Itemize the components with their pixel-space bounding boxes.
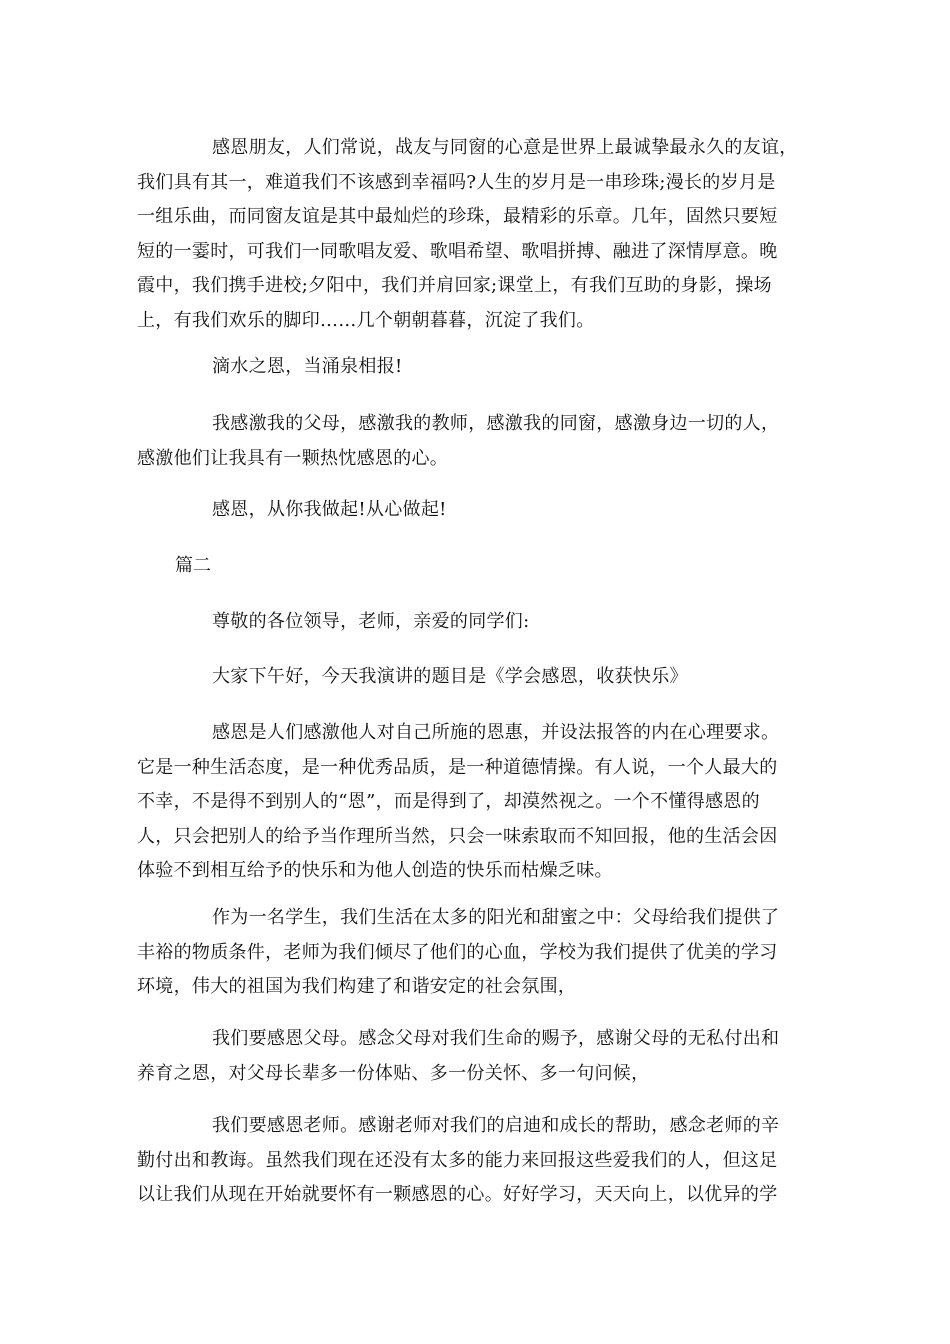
- paragraph-proverb: [137, 350, 817, 385]
- text-line: 体验不到相互给予的快乐和为他人创造的快乐而枯燥乏味。: [137, 860, 613, 881]
- text-line: 不幸，不是得不到别人的“恩”，而是得到了，却漠然视之。一个不懂得感恩的: [137, 791, 760, 812]
- text-line: 作为一名学生，我们生活在太多的阳光和甜蜜之中：父母给我们提供了: [212, 907, 780, 928]
- text-line: 我们要感恩老师。感谢老师对我们的启迪和成长的帮助，感念老师的辛: [212, 1115, 780, 1136]
- text-line: 大家下午好，今天我演讲的题目是《学会感恩，收获快乐》: [212, 666, 688, 687]
- text-line: 感恩朋友，人们常说，战友与同窗的心意是世界上最诚挚最永久的友谊，: [212, 137, 798, 158]
- text-line: 感恩是人们感激他人对自己所施的恩惠，并设法报答的内在心理要求。: [212, 722, 780, 743]
- text-line: 以让我们从现在开始就要怀有一颗感恩的心。好好学习，天天向上，以优异的学: [137, 1184, 778, 1205]
- text-line: 人，只会把别人的给予当作理所当然，只会一味索取而不知回报，他的生活会因: [137, 825, 778, 847]
- paragraph-gratitude-friends: [137, 131, 817, 338]
- text-line: 环境，伟大的祖国为我们构建了和谐安定的社会氛围，: [137, 976, 577, 997]
- text-line: 养育之恩，对父母长辈多一份体贴、多一份关怀、多一句问候，: [137, 1062, 650, 1084]
- text-line: 尊敬的各位领导，老师，亲爱的同学们:: [212, 611, 530, 632]
- section-heading: 篇二: [175, 555, 211, 576]
- text-line: 短的一霎时，可我们一同歌唱友爱、歌唱希望、歌唱拼搏、融进了深情厚意。晚: [137, 240, 778, 262]
- text-line: 我们要感恩父母。感念父母对我们生命的赐予，感谢父母的无私付出和: [212, 1028, 780, 1049]
- text-line: 丰裕的物质条件，老师为我们倾尽了他们的心血，学校为我们提供了优美的学习: [137, 941, 778, 963]
- paragraph-start-from-heart: [137, 493, 817, 528]
- paragraph-salutation: [137, 605, 817, 640]
- text-line: 感恩，从你我做起!从心做起!: [212, 499, 447, 520]
- text-line: 一组乐曲，而同窗友谊是其中最灿烂的珍珠，最精彩的乐章。几年，固然只要短: [137, 206, 778, 227]
- paragraph-thank-parents: [137, 1022, 817, 1091]
- text-line: 我们具有其一，难道我们不该感到幸福吗?人生的岁月是一串珍珠;漫长的岁月是: [137, 171, 776, 193]
- text-line: 感激他们让我具有一颗热忱感恩的心。: [137, 447, 449, 469]
- paragraph-speech-title: [137, 660, 817, 695]
- text-line: 我感激我的父母，感激我的教师，感激我的同窗，感激身边一切的人，: [212, 413, 780, 434]
- text-line: 滴水之恩，当涌泉相报!: [212, 356, 403, 377]
- text-line: 它是一种生活态度，是一种优秀品质，是一种道德情操。有人说，一个人最大的: [137, 756, 778, 778]
- text-line: 霞中，我们携手进校;夕阳中，我们并肩回家;课堂上，有我们互助的身影，操场: [137, 275, 772, 296]
- text-line: 勤付出和教诲。虽然我们现在还没有太多的能力来回报这些爱我们的人，但这足: [137, 1149, 778, 1171]
- text-line: 上，有我们欢乐的脚印……几个朝朝暮暮，沉淀了我们。: [137, 309, 595, 331]
- paragraph-definition: [137, 716, 817, 889]
- paragraph-thank-teachers: [137, 1109, 817, 1213]
- paragraph-as-student: [137, 901, 817, 1005]
- paragraph-thanks-all: [137, 407, 817, 476]
